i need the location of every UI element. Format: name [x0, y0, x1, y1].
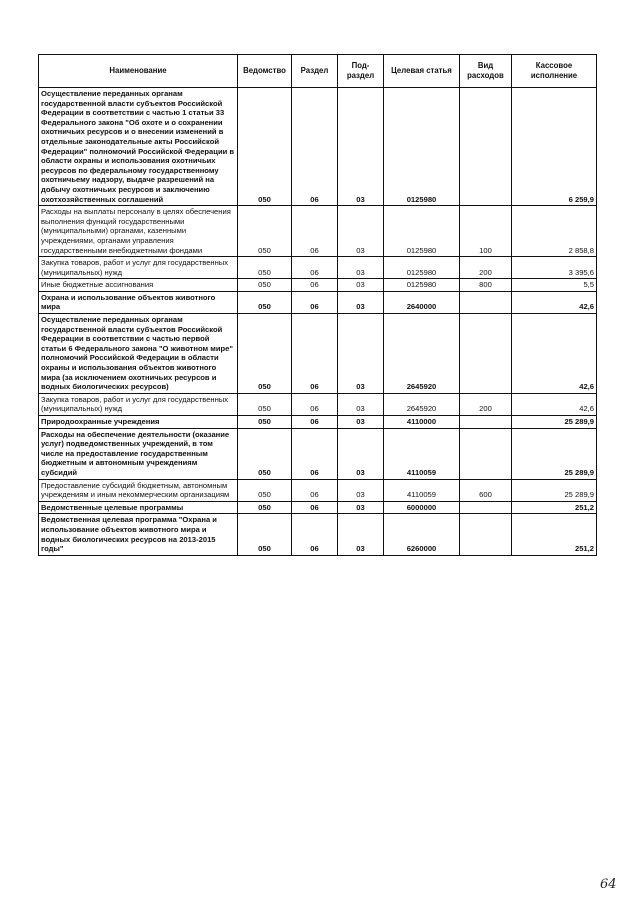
row-name-cell: Природоохранные учреждения — [39, 416, 238, 429]
page-number: 64 — [600, 877, 617, 892]
row-department-cell: 050 — [238, 314, 292, 394]
row-amount-cell: 251,2 — [512, 514, 597, 555]
row-amount-cell: 42,6 — [512, 291, 597, 313]
row-subsection-cell: 03 — [338, 479, 384, 501]
row-subsection-cell: 03 — [338, 279, 384, 292]
budget-execution-table — [38, 54, 597, 556]
table-row — [39, 279, 597, 292]
row-section-cell: 06 — [292, 501, 338, 514]
row-department-cell: 050 — [238, 428, 292, 479]
row-department-cell: 050 — [238, 257, 292, 279]
row-section-cell: 06 — [292, 291, 338, 313]
row-section-cell: 06 — [292, 314, 338, 394]
row-department-cell: 050 — [238, 393, 292, 415]
row-subsection-cell: 03 — [338, 514, 384, 555]
row-name-cell: Расходы на обеспечение деятельности (оказание услуг) подведомственных учреждений, в том числе на предоставление государственным бюджетным и автономным учреждениям субсидий — [39, 428, 238, 479]
row-subsection-cell: 03 — [338, 428, 384, 479]
row-section-cell: 06 — [292, 514, 338, 555]
row-name-cell: Иные бюджетные ассигнования — [39, 279, 238, 292]
row-amount-cell: 42,6 — [512, 393, 597, 415]
row-amount-cell: 5,5 — [512, 279, 597, 292]
table-row — [39, 314, 597, 394]
table-row — [39, 88, 597, 206]
header-subsection: Под-раздел — [338, 55, 384, 88]
table-row — [39, 428, 597, 479]
row-subsection-cell: 03 — [338, 206, 384, 257]
row-amount-cell: 42,6 — [512, 314, 597, 394]
row-name-cell: Осуществление переданных органам государственной власти субъектов Российской Федерации в соответствии с частью 1 статьи 33 Федерального закона "Об охоте и о сохранении охотничьих ресурсов и о внесении изменений в отдельные законодательные акты Российской Федерации" полномочий Российской Федерации в области охраны и использования охотничьих ресурсов по федеральному государственному охотничьему надзору, выдаче разрешений на добычу охотничьих ресурсов и заключению охотхозяйственных соглашений — [39, 88, 238, 206]
row-name-cell: Охрана и использование объектов животного мира — [39, 291, 238, 313]
table-row — [39, 416, 597, 429]
row-expense-type-cell: 100 — [460, 206, 512, 257]
row-section-cell: 06 — [292, 206, 338, 257]
row-subsection-cell: 03 — [338, 416, 384, 429]
header-section: Раздел — [292, 55, 338, 88]
row-expense-type-cell — [460, 514, 512, 555]
row-amount-cell: 3 395,6 — [512, 257, 597, 279]
row-target-article-cell: 2640000 — [384, 291, 460, 313]
row-subsection-cell: 03 — [338, 393, 384, 415]
row-name-cell: Закупка товаров, работ и услуг для государственных (муниципальных) нужд — [39, 257, 238, 279]
row-expense-type-cell: 200 — [460, 393, 512, 415]
row-section-cell: 06 — [292, 88, 338, 206]
row-amount-cell: 25 289,9 — [512, 416, 597, 429]
row-amount-cell: 25 289,9 — [512, 479, 597, 501]
row-target-article-cell: 6260000 — [384, 514, 460, 555]
row-department-cell: 050 — [238, 88, 292, 206]
table-header-row — [39, 55, 597, 88]
row-target-article-cell: 6000000 — [384, 501, 460, 514]
row-target-article-cell: 0125980 — [384, 88, 460, 206]
row-name-cell: Осуществление переданных органам государственной власти субъектов Российской Федерации в соответствии с частью первой статьи 6 Федерального закона "О животном мире" полномочий Российской Федерации в области охраны и использования объектов животного мира (за исключением охотничьих ресурсов и водных биологических ресурсов) — [39, 314, 238, 394]
row-expense-type-cell — [460, 428, 512, 479]
row-section-cell: 06 — [292, 279, 338, 292]
row-expense-type-cell: 600 — [460, 479, 512, 501]
row-section-cell: 06 — [292, 428, 338, 479]
row-expense-type-cell — [460, 88, 512, 206]
header-expense-type: Вид расходов — [460, 55, 512, 88]
row-department-cell: 050 — [238, 279, 292, 292]
row-name-cell: Закупка товаров, работ и услуг для государственных (муниципальных) нужд — [39, 393, 238, 415]
table-row — [39, 501, 597, 514]
table-row — [39, 257, 597, 279]
row-department-cell: 050 — [238, 501, 292, 514]
row-subsection-cell: 03 — [338, 257, 384, 279]
row-expense-type-cell — [460, 314, 512, 394]
row-target-article-cell: 0125980 — [384, 206, 460, 257]
row-subsection-cell: 03 — [338, 291, 384, 313]
row-target-article-cell: 2645920 — [384, 393, 460, 415]
row-section-cell: 06 — [292, 416, 338, 429]
row-amount-cell: 6 259,9 — [512, 88, 597, 206]
row-section-cell: 06 — [292, 393, 338, 415]
row-department-cell: 050 — [238, 514, 292, 555]
header-department: Ведомство — [238, 55, 292, 88]
row-department-cell: 050 — [238, 416, 292, 429]
row-amount-cell: 251,2 — [512, 501, 597, 514]
row-expense-type-cell — [460, 291, 512, 313]
row-expense-type-cell: 200 — [460, 257, 512, 279]
header-name: Наименование — [39, 55, 238, 88]
table-row — [39, 479, 597, 501]
row-department-cell: 050 — [238, 206, 292, 257]
header-target-article: Целевая статья — [384, 55, 460, 88]
row-target-article-cell: 4110000 — [384, 416, 460, 429]
row-expense-type-cell: 800 — [460, 279, 512, 292]
row-subsection-cell: 03 — [338, 314, 384, 394]
row-department-cell: 050 — [238, 291, 292, 313]
row-target-article-cell: 4110059 — [384, 428, 460, 479]
row-expense-type-cell — [460, 416, 512, 429]
table-row — [39, 291, 597, 313]
row-name-cell: Ведомственные целевые программы — [39, 501, 238, 514]
row-target-article-cell: 0125980 — [384, 257, 460, 279]
header-cash-execution: Кассовое исполнение — [512, 55, 597, 88]
row-expense-type-cell — [460, 501, 512, 514]
row-subsection-cell: 03 — [338, 501, 384, 514]
table-row — [39, 514, 597, 555]
row-target-article-cell: 2645920 — [384, 314, 460, 394]
row-amount-cell: 2 858,8 — [512, 206, 597, 257]
row-section-cell: 06 — [292, 257, 338, 279]
row-target-article-cell: 4110059 — [384, 479, 460, 501]
row-amount-cell: 25 289,9 — [512, 428, 597, 479]
row-subsection-cell: 03 — [338, 88, 384, 206]
row-name-cell: Расходы на выплаты персоналу в целях обеспечения выполнения функций государственными (муниципальными) органами, казенными учреждениями, органами управления государственными внебюджетными фондами — [39, 206, 238, 257]
row-section-cell: 06 — [292, 479, 338, 501]
table-row — [39, 393, 597, 415]
row-target-article-cell: 0125980 — [384, 279, 460, 292]
table-row — [39, 206, 597, 257]
row-name-cell: Ведомственная целевая программа "Охрана и использование объектов животного мира и водных биологических ресурсов на 2013-2015 годы" — [39, 514, 238, 555]
row-name-cell: Предоставление субсидий бюджетным, автономным учреждениям и иным некоммерческим организациям — [39, 479, 238, 501]
row-department-cell: 050 — [238, 479, 292, 501]
